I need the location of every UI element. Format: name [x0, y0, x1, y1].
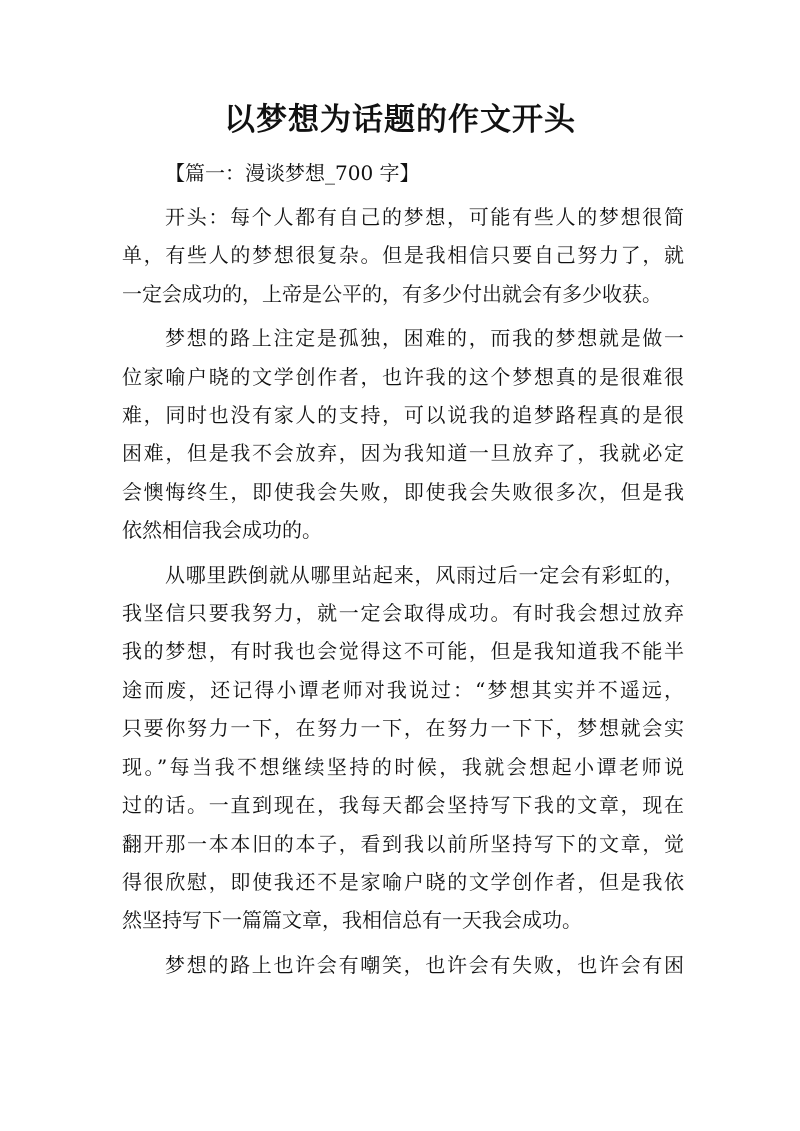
paragraph-line: 依然相信我会成功的。 — [122, 518, 322, 543]
paragraph — [122, 198, 684, 313]
paragraph-line: 我的梦想，有时我也会觉得这不可能，但是我知道我不能半 — [122, 639, 684, 664]
paragraph — [122, 946, 684, 984]
paragraph-line: 会懊悔终生，即使我会失败，即使我会失败很多次，但是我 — [122, 479, 684, 504]
section-heading: 【篇一：漫谈梦想_700 字】 — [165, 161, 420, 185]
paragraph-line: 途而废，还记得小谭老师对我说过：“梦想其实并不遥远， — [122, 677, 684, 702]
paragraph-line: 我坚信只要我努力，就一定会取得成功。有时我会想过放弃 — [122, 601, 684, 626]
paragraph-line: 位家喻户晓的文学创作者，也许我的这个梦想真的是很难很 — [122, 364, 684, 389]
document-body — [122, 198, 684, 990]
paragraph-line: 翻开那一本本旧的本子，看到我以前所坚持写下的文章，觉 — [122, 831, 684, 856]
paragraph — [122, 319, 684, 549]
paragraph-line: 从哪里跌倒就从哪里站起来，风雨过后一定会有彩虹的， — [165, 562, 684, 587]
paragraph-line: 难，同时也没有家人的支持，可以说我的追梦路程真的是很 — [122, 403, 684, 428]
paragraph-line: 过的话。一直到现在，我每天都会坚持写下我的文章，现在 — [122, 793, 684, 818]
paragraph-line: 然坚持写下一篇篇文章，我相信总有一天我会成功。 — [122, 908, 582, 933]
paragraph-line: 困难，但是我不会放弃，因为我知道一旦放弃了，我就必定 — [122, 441, 684, 466]
paragraph-line: 梦想的路上注定是孤独，困难的，而我的梦想就是做一 — [165, 326, 684, 351]
paragraph-line: 开头：每个人都有自己的梦想，可能有些人的梦想很简 — [165, 205, 684, 229]
paragraph-line: 只要你努力一下，在努力一下，在努力一下下，梦想就会实 — [122, 716, 684, 741]
paragraph-line: 得很欣慰，即使我还不是家喻户晓的文学创作者，但是我依 — [122, 869, 684, 894]
paragraph-line: 一定会成功的，上帝是公平的，有多少付出就会有多少收获。 — [122, 281, 662, 306]
paragraph-line: 现。”每当我不想继续坚持的时候，我就会想起小谭老师说 — [122, 754, 684, 779]
paragraph — [122, 556, 684, 940]
paragraph-line: 单，有些人的梦想很复杂。但是我相信只要自己努力了，就 — [122, 243, 684, 268]
document-title: 以梦想为话题的作文开头 — [224, 102, 576, 138]
paragraph-line: 梦想的路上也许会有嘲笑，也许会有失败，也许会有困 — [165, 952, 684, 977]
